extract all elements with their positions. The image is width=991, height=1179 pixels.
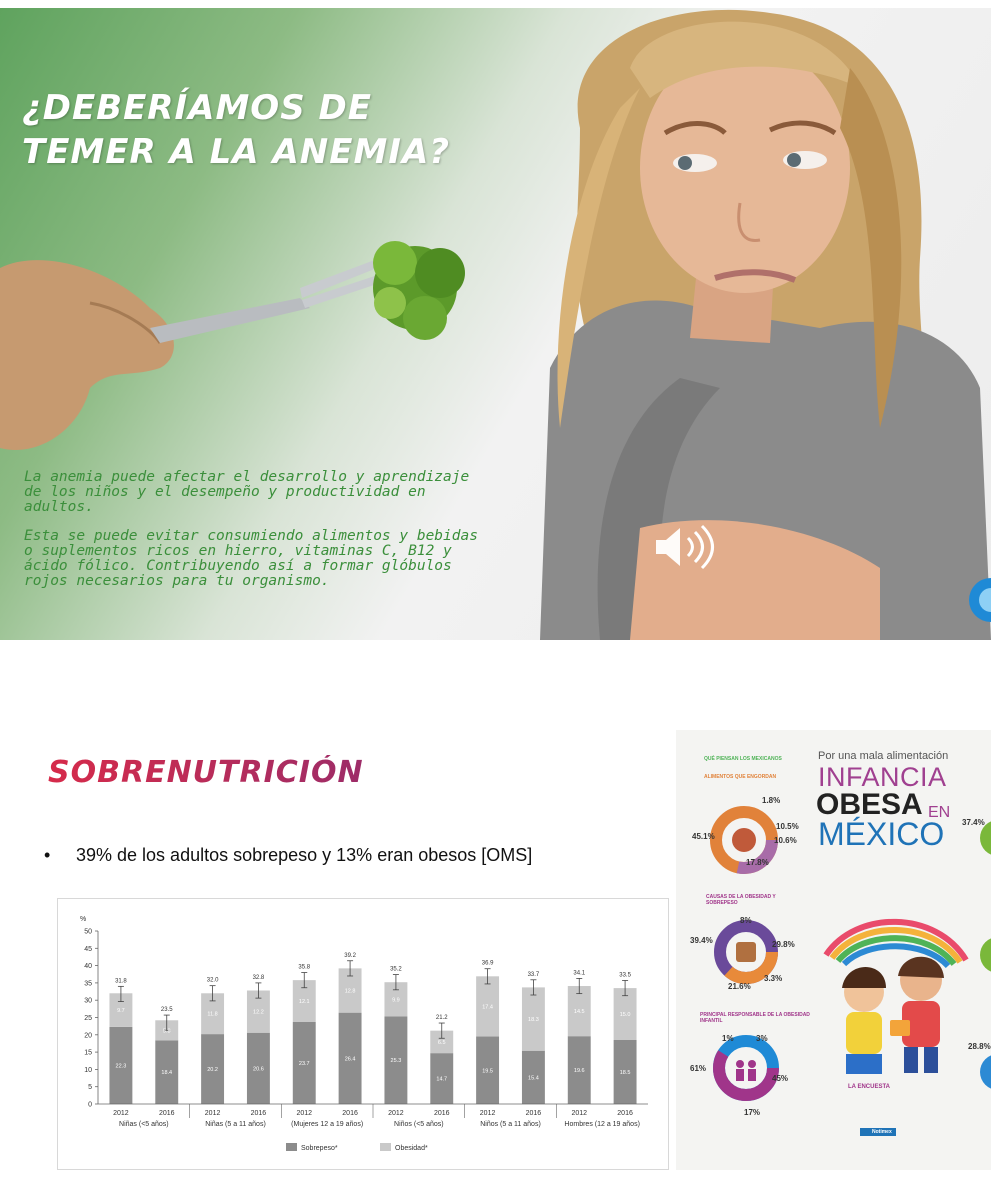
- total-label: 34.1: [573, 970, 586, 977]
- group-label: (Mujeres 12 a 19 años): [291, 1121, 364, 1128]
- y-tick-label: 50: [84, 928, 92, 936]
- year-label: 2016: [158, 1110, 175, 1117]
- info-pct-8: 39.4%: [690, 936, 713, 945]
- info-pct-13: 3%: [756, 1034, 768, 1043]
- info-pct-14: 61%: [690, 1064, 707, 1073]
- sobrepeso-label: 25.3: [390, 1058, 402, 1065]
- y-unit-label: %: [80, 916, 87, 923]
- fork-with-broccoli: [150, 218, 470, 378]
- bullet-marker: •: [44, 845, 51, 865]
- sobrepeso-label: 19.6: [573, 1068, 585, 1075]
- info-pct-16: 28.8%: [968, 1042, 991, 1051]
- obesidad-label: 15.0: [619, 1012, 631, 1019]
- anemia-paragraph-1: La anemia puede afectar el desarrollo y aprendizaje de los niños y el desempeño y productividad en adultos.: [24, 469, 470, 515]
- info-pct-4: 45.1%: [692, 832, 715, 841]
- obesidad-label: 18.3: [528, 1017, 539, 1024]
- info-brand: Notimex: [872, 1129, 892, 1135]
- group-label: Niños (5 a 11 años): [480, 1121, 541, 1128]
- sobrepeso-label: 19.5: [482, 1068, 493, 1075]
- group-label: Hombres (12 a 19 años): [564, 1121, 640, 1128]
- year-label: 2012: [571, 1110, 588, 1117]
- total-label: 35.2: [390, 966, 402, 973]
- slide-title-line2: TEMER A LA ANEMIA?: [22, 132, 450, 172]
- year-label: 2012: [388, 1110, 404, 1117]
- sobrepeso-label: 26.4: [344, 1056, 356, 1063]
- y-tick-label: 0: [88, 1101, 92, 1109]
- total-label: 33.7: [527, 971, 540, 978]
- info-pct-10: 3.3%: [764, 974, 783, 983]
- info-section-1: QUÉ PIENSAN LOS MEXICANOS: [704, 756, 782, 762]
- total-label: 35.8: [298, 964, 311, 971]
- year-label: 2016: [433, 1110, 450, 1117]
- total-label: 31.8: [115, 978, 127, 985]
- sobrepeso-label: 14.7: [436, 1076, 448, 1083]
- info-section-4: LA ENCUESTA: [848, 1084, 890, 1090]
- total-label: 36.9: [481, 960, 494, 967]
- total-label: 39.2: [344, 952, 356, 959]
- y-tick-label: 30: [84, 997, 92, 1005]
- infographic-infancia-obesa: [676, 730, 991, 1170]
- speaker-sound-icon[interactable]: [650, 520, 720, 574]
- bars: [109, 953, 636, 1104]
- year-label: 2016: [617, 1110, 633, 1117]
- total-label: 32.0: [206, 977, 219, 984]
- obesidad-label: 14.5: [573, 1009, 585, 1016]
- slide-title: [22, 86, 542, 174]
- legend-label: Obesidad*: [395, 1145, 428, 1152]
- legend-label: Sobrepeso*: [301, 1145, 338, 1152]
- anemia-paragraph-2: Esta se puede evitar consumiendo alimentos y bebidas o suplementos ricos en hierro, vitaminas C, B12 y ácido fólico. Contribuyendo así a formar glóbulos rojos necesarios para tu organismo.: [24, 528, 478, 589]
- slide-title-line1: ¿DEBERÍAMOS DE: [22, 88, 372, 128]
- info-pct-5: 17.8%: [746, 858, 769, 867]
- obesidad-label: 17.4: [482, 1004, 493, 1011]
- total-label: 32.8: [252, 974, 265, 981]
- info-title-obesa: OBESA: [816, 788, 923, 821]
- legend: [286, 1143, 428, 1152]
- y-tick-label: 5: [88, 1084, 92, 1092]
- year-label: 2016: [250, 1110, 267, 1117]
- group-label: Niños (<5 años): [394, 1121, 444, 1128]
- info-title-infancia: INFANCIA: [818, 762, 947, 792]
- y-tick-label: 10: [84, 1066, 92, 1074]
- info-header-small: Por una mala alimentación: [818, 750, 949, 762]
- info-pct-15: 45%: [772, 1074, 789, 1083]
- total-label: 33.5: [619, 972, 631, 979]
- info-section-1b: ALIMENTOS QUE ENGORDAN: [704, 774, 777, 780]
- y-tick-label: 15: [84, 1049, 92, 1057]
- info-section-3: PRINCIPAL RESPONSABLE DE LA OBESIDAD INFANTIL: [700, 1012, 810, 1024]
- overweight-chart: [57, 898, 669, 1170]
- obesidad-label: 9.9: [392, 997, 400, 1004]
- year-label: 2016: [342, 1110, 358, 1117]
- info-pct-1: 1.8%: [762, 796, 781, 805]
- info-section-2: CAUSAS DE LA OBESIDAD Y SOBREPESO: [706, 894, 776, 906]
- sobrepeso-label: 23.7: [298, 1060, 310, 1067]
- sobrenutricion-title: SOBRENUTRICIÓN: [48, 755, 364, 790]
- obesidad-label: 9.7: [117, 1008, 125, 1015]
- obesidad-label: 12.1: [298, 999, 310, 1006]
- info-pct-11: 21.6%: [728, 982, 751, 991]
- info-title-en: EN: [928, 804, 951, 821]
- info-pct-6: 37.4%: [962, 818, 985, 827]
- anemia-slide: [0, 8, 991, 640]
- y-tick-label: 45: [84, 945, 92, 953]
- obesidad-label: 5.8: [162, 1028, 171, 1035]
- y-tick-label: 25: [84, 1015, 92, 1022]
- sobrepeso-label: 20.2: [207, 1067, 218, 1074]
- obesidad-label: 11.8: [207, 1011, 218, 1018]
- info-pct-3: 10.6%: [774, 836, 797, 845]
- group-label: Niñas (5 a 11 años): [205, 1121, 266, 1128]
- obesidad-label: 12.2: [253, 1009, 264, 1016]
- year-label: 2012: [113, 1110, 129, 1117]
- bullet-text: 39% de los adultos sobrepeso y 13% eran obesos [OMS]: [76, 845, 533, 865]
- group-label: Niñas (<5 años): [119, 1121, 169, 1128]
- x-axis: [98, 1104, 648, 1128]
- sobrepeso-label: 22.3: [115, 1063, 127, 1070]
- obesidad-label: 6.5: [437, 1039, 446, 1046]
- obesidad-label: 12.8: [344, 988, 356, 995]
- total-label: 21.2: [435, 1015, 448, 1022]
- year-label: 2012: [479, 1110, 496, 1117]
- chart-canvas: [58, 899, 668, 1169]
- y-tick-label: 40: [84, 963, 92, 971]
- y-axis: [84, 929, 98, 1109]
- corner-logo-icon: [966, 574, 991, 626]
- info-pct-2: 10.5%: [776, 822, 799, 831]
- info-title-mexico: MÉXICO: [818, 816, 945, 852]
- info-pct-17: 17%: [744, 1108, 761, 1117]
- total-label: 23.5: [160, 1007, 173, 1014]
- year-label: 2012: [296, 1110, 313, 1117]
- year-label: 2016: [525, 1110, 542, 1117]
- sobrepeso-label: 20.6: [253, 1066, 264, 1073]
- year-label: 2012: [204, 1110, 221, 1117]
- info-pct-12: 1%: [722, 1034, 734, 1043]
- y-tick-label: 35: [84, 980, 92, 988]
- sobrepeso-label: 18.5: [619, 1069, 631, 1076]
- y-tick-label: 20: [84, 1032, 92, 1040]
- girl-photo: [520, 8, 991, 640]
- sobrepeso-label: 18.4: [161, 1070, 173, 1077]
- legend-swatch: [380, 1143, 391, 1151]
- info-pct-9: 29.8%: [772, 940, 795, 949]
- info-pct-7: 8%: [740, 916, 752, 925]
- legend-swatch: [286, 1143, 297, 1151]
- sobrepeso-label: 15.4: [528, 1075, 539, 1082]
